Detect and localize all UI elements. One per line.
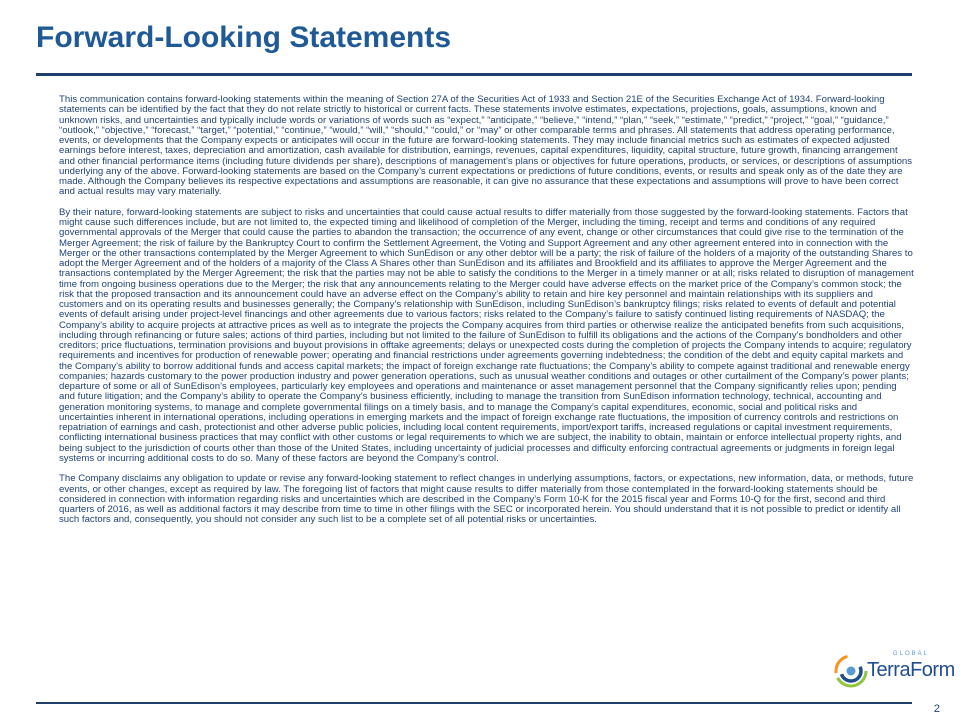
terraform-global-logo [834,651,955,691]
footer-divider [36,702,912,704]
logo-wordmark: TerraForm [867,659,955,681]
paragraph-intro: This communication contains forward-looking statements within the meaning of Section 27A of the Securities Act of 1933 and Section 21E of the Securities Exchange Act of 1934. Forward-looking statements can be identified by the fact that they do not relate strictly to historical or current facts. These statements involve estimates, expectations, projections, goals, assumptions, known and unknown risks, and uncertainties and typically include words or variations of words such as “expect,” “anticipate,” “believe,” “intend,” “plan,” “seek,” “estimate,” “predict,” “project,” “goal,” “guidance,” “outlook,” “objective,” “forecast,” “target,” “potential,” “continue,” “would,” “will,” “should,” “could,” or “may” or other comparable terms and phrases. All statements that address operating performance, events, or developments that the Company expects or anticipates will occur in the future are forward-looking statements. They may include financial metrics such as estimates of expected adjusted earnings before interest, taxes, depreciation and amortization, cash available for distribution, earnings, revenues, capital expenditures, liquidity, capital structure, future growth, financing arrangement and other financial performance items (including future dividends per share), descriptions of management’s plans or objectives for future operations, products, or services, or descriptions of assumptions underlying any of the above. Forward-looking statements are based on the Company’s current expectations or predictions of future conditions, events, or results and speak only as of the date they are made. Although the Company believes its respective expectations and assumptions are reasonable, it can give no assurance that these expectations and assumptions will prove to have been correct and actual results may vary materially. [59,94,913,198]
page-number: 2 [933,703,940,715]
title-divider [36,73,912,76]
logo-tagline: GLOBAL [893,651,930,657]
disclaimer-body [59,95,914,536]
terraform-swirl-icon [834,653,868,689]
paragraph-risk-factors: By their nature, forward-looking statements are subject to risks and uncertainties that could cause actual results to differ materially from those suggested by the forward-looking statements. Factors that might cause such differences include, but are not limited to, the expected timing and likelihood of completion of the Merger, including the timing, receipt and terms and conditions of any required governmental approvals of the Merger that could cause the parties to abandon the transaction; the occurrence of any event, change or other circumstances that could give rise to the termination of the Merger Agreement; the risk of failure by the Bankruptcy Court to confirm the Settlement Agreement, the Voting and Support Agreement and any other agreement entered into in connection with the Merger or the other transactions contemplated by the Merger Agreement to which SunEdison or any other debtor will be a party; the risk of failure of the holders of a majority of the outstanding Shares to adopt the Merger Agreement and of the holders of a majority of the Class A Shares other than SunEdison and its affiliates and Brookfield and its affiliates to approve the Merger Agreement and the transactions contemplated by the Merger Agreement; the risk that the parties may not be able to satisfy the conditions to the Merger in a timely manner or at all; risks related to disruption of management time from ongoing business operations due to the Merger; the risk that any announcements relating to the Merger could have adverse effects on the market price of the Company’s common stock; the risk that the proposed transaction and its announcement could have an adverse effect on the Company’s ability to retain and hire key personnel and maintain relationships with its suppliers and customers and on its operating results and businesses generally; the Company’s relationship with SunEdison, including SunEdison’s bankruptcy filings; risks related to events of default and potential events of default arising under project-level financings and other agreements due to various factors; risks related to the Company’s failure to satisfy continued listing requirements of NASDAQ; the Company’s ability to acquire projects at attractive prices as well as to integrate the projects the Company acquires from third parties or otherwise realize the anticipated benefits from such acquisitions, including through refinancing or future sales; actions of third parties, including but not limited to the failure of SunEdison to fulfill its obligations and the actions of the Company’s bondholders and other creditors; price fluctuations, termination provisions and buyout provisions in offtake agreements; delays or unexpected costs during the completion of projects the Company intends to acquire; regulatory requirements and incentives for production of renewable power; operating and financial restrictions under agreements governing indebtedness; the condition of the debt and equity capital markets and the Company’s ability to borrow additional funds and access capital markets; the impact of foreign exchange rate fluctuations; the Company’s ability to compete against traditional and renewable energy companies; hazards customary to the power production industry and power generation operations, such as unusual weather conditions and outages or other curtailment of the Company’s power plants; departure of some or all of SunEdison’s employees, particularly key employees and operations and maintenance or asset management personnel that the Company significantly relies upon; pending and future litigation; and the Company’s ability to operate the Company’s business efficiently, including to manage the transition from SunEdison information technology, technical, accounting and generation monitoring systems, to manage and complete governmental filings on a timely basis, and to manage the Company’s capital expenditures, economic, social and political risks and uncertainties inherent in international operations, including operations in emerging markets and the impact of foreign exchange rate fluctuations, the imposition of currency controls and restrictions on repatriation of earnings and cash, protectionist and other adverse public policies, including local content requirements, import/export tariffs, increased regulations or capital investment requirements, conflicting international business practices that may conflict with other customs or legal requirements to which we are subject, the inability to obtain, maintain or enforce intellectual property rights, and being subject to the jurisdiction of courts other than those of the United States, including uncertainty of judicial processes and difficulty enforcing contractual agreements or judgments in foreign legal systems or incurring additional costs to do so. Many of these factors are beyond the Company’s control. [59,206,914,464]
paragraph-disclaimer: The Company disclaims any obligation to update or revise any forward-looking statement to reflect changes in underlying assumptions, factors, or expectations, new information, data, or methods, future events, or other changes, except as required by law. The foregoing list of factors that might cause results to differ materially from those contemplated in the forward-looking statements should be considered in connection with information regarding risks and uncertainties which are described in the Company’s Form 10-K for the 2015 fiscal year and Forms 10-Q for the first, second and third quarters of 2016, as well as additional factors it may describe from time to time in other filings with the SEC or incorporated herein. You should understand that it is not possible to predict or identify all such factors and, consequently, you should not consider any such list to be a complete set of all potential risks or uncertainties. [59,473,914,526]
slide-title: Forward-Looking Statements [36,21,452,54]
